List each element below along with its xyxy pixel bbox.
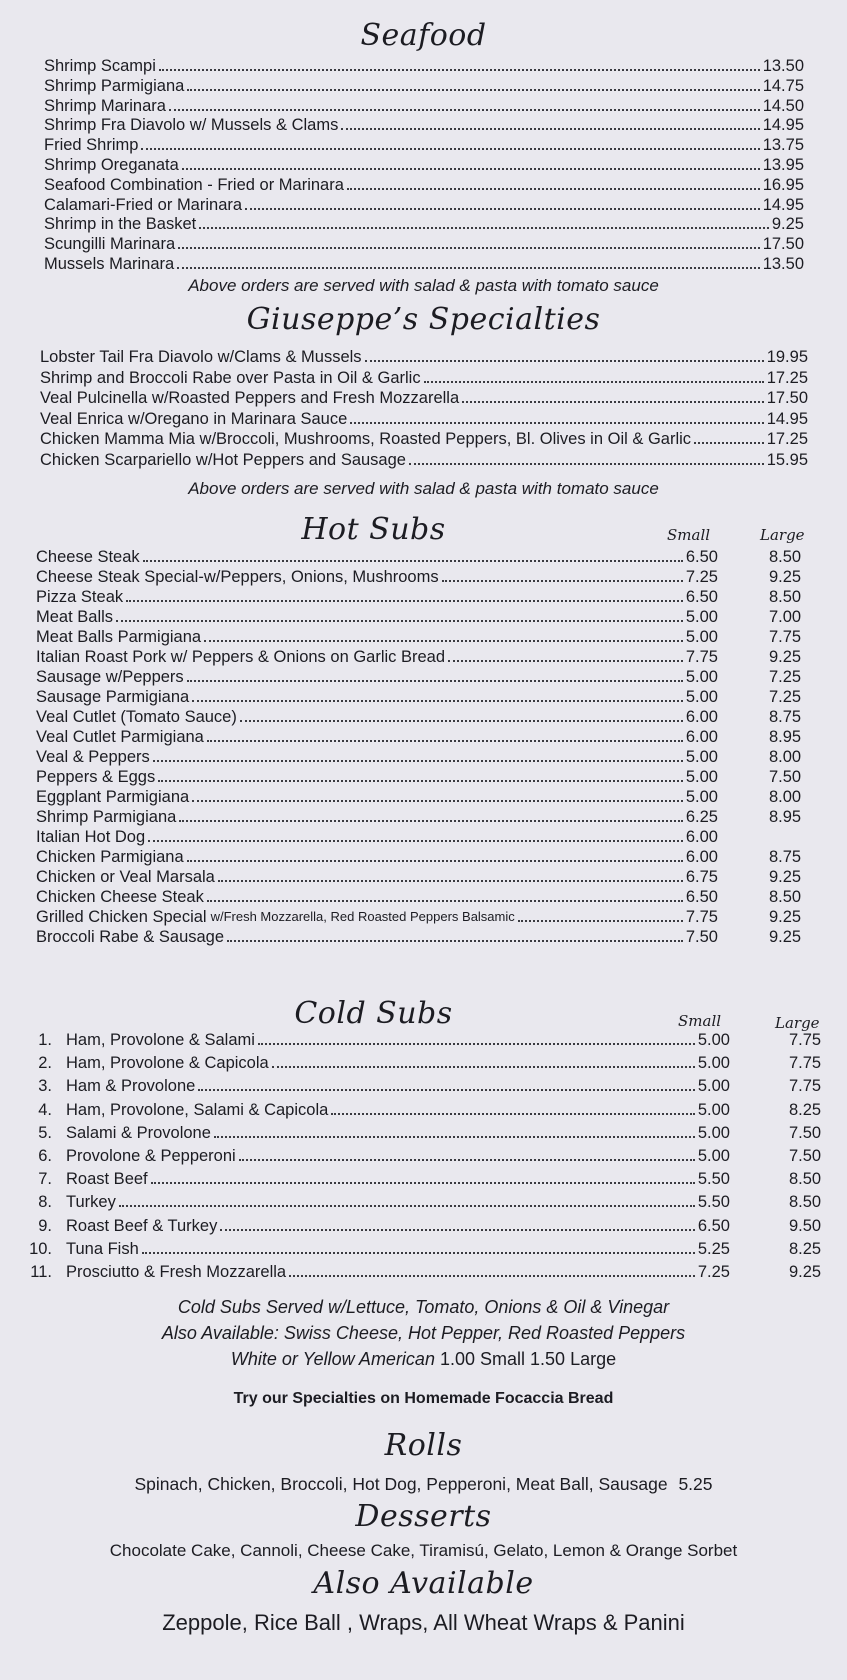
dot-leader xyxy=(158,780,683,782)
large-price: 9.25 xyxy=(768,648,802,666)
dot-leader xyxy=(341,128,759,130)
item-name: Broccoli Rabe & Sausage xyxy=(36,928,225,946)
sub-item-row xyxy=(36,627,802,647)
item-price: 17.25 xyxy=(766,430,808,449)
dot-leader xyxy=(218,880,683,882)
small-price: 5.00 xyxy=(697,1031,730,1049)
item-name: Shrimp Parmigiana xyxy=(36,808,177,826)
menu-item-row xyxy=(44,254,804,274)
cold-subs-large-header: Large xyxy=(775,1014,820,1032)
small-price: 5.00 xyxy=(685,628,718,646)
sub-item-row xyxy=(20,1192,822,1212)
menu-item-row xyxy=(44,214,804,234)
item-name: Veal Cutlet Parmigiana xyxy=(36,728,204,746)
dot-leader xyxy=(182,168,760,170)
small-price: 6.00 xyxy=(685,828,718,846)
desserts-text: Chocolate Cake, Cannoli, Cheese Cake, Tiramisú, Gelato, Lemon & Orange Sorbet xyxy=(109,1541,738,1560)
item-name: Fried Shrimp xyxy=(44,136,139,155)
large-price: 8.50 xyxy=(768,548,802,566)
item-number: 8. xyxy=(38,1193,52,1212)
item-name: Cheese Steak Special-w/Peppers, Onions, Mushrooms xyxy=(36,568,439,586)
small-price: 5.00 xyxy=(685,688,718,706)
item-name: Turkey xyxy=(66,1193,116,1212)
item-price: 13.75 xyxy=(762,136,804,155)
item-price: 14.50 xyxy=(762,96,804,115)
sub-item-row xyxy=(20,1216,822,1236)
item-name: Peppers & Eggs xyxy=(36,768,156,786)
large-price: 7.75 xyxy=(768,628,802,646)
seafood-title: Seafood xyxy=(360,18,487,53)
item-name: Shrimp Scampi xyxy=(44,57,156,75)
menu-item-row xyxy=(44,96,804,116)
item-price: 14.75 xyxy=(762,76,804,95)
large-price: 8.75 xyxy=(768,708,802,726)
large-price: 7.50 xyxy=(788,1123,822,1142)
item-name: Ham & Provolone xyxy=(66,1077,196,1096)
dot-leader xyxy=(214,1136,695,1138)
rolls-text: Spinach, Chicken, Broccoli, Hot Dog, Pepperoni, Meat Ball, Sausage xyxy=(134,1474,668,1494)
sub-item-row xyxy=(20,1030,822,1050)
hot-subs-large-header: Large xyxy=(760,526,805,544)
item-name: Meat Balls Parmigiana xyxy=(36,628,202,646)
item-name: Eggplant Parmigiana xyxy=(36,788,190,806)
dot-leader xyxy=(424,381,764,383)
item-name: Italian Hot Dog xyxy=(36,828,146,846)
dot-leader xyxy=(187,860,683,862)
dot-leader xyxy=(207,740,683,742)
dot-leader xyxy=(289,1275,695,1277)
item-price: 17.25 xyxy=(766,368,808,387)
item-name: Prosciutto & Fresh Mozzarella xyxy=(66,1263,287,1281)
item-name: Salami & Provolone xyxy=(66,1123,211,1142)
small-price: 5.50 xyxy=(697,1193,730,1212)
sub-item-row xyxy=(36,767,802,787)
item-number: 1. xyxy=(38,1031,52,1049)
item-name: Shrimp and Broccoli Rabe over Pasta in Oil & Garlic xyxy=(40,368,421,387)
dot-leader xyxy=(119,1205,695,1207)
dot-leader xyxy=(448,660,683,662)
item-name: Chicken Cheese Steak xyxy=(36,888,204,906)
desserts-title: Desserts xyxy=(355,1499,492,1534)
item-name: Ham, Provolone & Capicola xyxy=(66,1054,269,1073)
item-name: Shrimp Parmigiana xyxy=(44,76,185,95)
item-name: Mussels Marinara xyxy=(44,255,175,273)
item-price: 15.95 xyxy=(766,451,808,469)
large-price: 9.50 xyxy=(788,1216,822,1235)
dot-leader xyxy=(409,463,764,465)
dot-leader xyxy=(462,401,764,403)
item-name: Lobster Tail Fra Diavolo w/Clams & Mussels xyxy=(40,348,362,366)
cold-subs-title: Cold Subs xyxy=(294,996,453,1031)
small-price: 5.00 xyxy=(685,668,718,686)
menu-item-row xyxy=(40,429,808,449)
large-price: 8.25 xyxy=(788,1239,822,1258)
item-name: Veal Cutlet (Tomato Sauce) xyxy=(36,708,237,726)
sub-item-row xyxy=(20,1262,822,1282)
large-price: 8.50 xyxy=(768,888,802,906)
dot-leader xyxy=(126,600,683,602)
small-price: 5.00 xyxy=(685,788,718,806)
cold-subs-note-2: Also Available: Swiss Cheese, Hot Pepper, Red Roasted Peppers xyxy=(161,1323,686,1343)
menu-item-row xyxy=(40,409,808,429)
item-name: Sausage Parmigiana xyxy=(36,688,190,706)
menu-item-row xyxy=(44,195,804,215)
sub-item-row xyxy=(36,787,802,807)
menu-item-row xyxy=(40,450,808,470)
item-number: 4. xyxy=(38,1100,52,1119)
item-name: Calamari-Fried or Marinara xyxy=(44,195,243,214)
dot-leader xyxy=(187,89,759,91)
large-price: 7.50 xyxy=(788,1147,822,1165)
dot-leader xyxy=(518,920,683,922)
dot-leader xyxy=(245,208,760,210)
item-name: Shrimp in the Basket xyxy=(44,215,197,234)
sub-item-row xyxy=(20,1100,822,1120)
small-price: 5.00 xyxy=(697,1100,730,1119)
sub-item-row xyxy=(36,647,802,667)
small-price: 7.75 xyxy=(685,648,718,666)
small-price: 5.00 xyxy=(697,1147,730,1165)
large-price: 7.25 xyxy=(768,688,802,706)
dot-leader xyxy=(442,580,683,582)
item-name: Shrimp Fra Diavolo w/ Mussels & Clams xyxy=(44,116,339,135)
hot-subs-small-header: Small xyxy=(667,526,711,544)
sub-item-row xyxy=(20,1076,822,1096)
item-price: 13.50 xyxy=(762,255,804,273)
item-price: 17.50 xyxy=(762,235,804,254)
item-name: Roast Beef & Turkey xyxy=(66,1216,218,1235)
dot-leader xyxy=(192,800,683,802)
item-name: Ham, Provolone, Salami & Capicola xyxy=(66,1100,329,1119)
item-price: 13.95 xyxy=(762,156,804,174)
sub-item-row xyxy=(36,687,802,707)
item-number: 3. xyxy=(38,1077,52,1096)
rolls-line xyxy=(0,1474,847,1495)
large-price: 9.25 xyxy=(788,1263,822,1281)
sub-item-row xyxy=(36,607,802,627)
large-price: 9.25 xyxy=(768,928,802,946)
dot-leader xyxy=(227,940,683,942)
large-price: 7.75 xyxy=(788,1054,822,1073)
sub-item-row xyxy=(20,1169,822,1189)
dot-leader xyxy=(350,422,763,424)
item-name: Sausage w/Peppers xyxy=(36,668,184,686)
dot-leader xyxy=(192,700,683,702)
item-name: Pizza Steak xyxy=(36,588,124,606)
dot-leader xyxy=(143,560,683,562)
menu-item-row xyxy=(44,155,804,175)
item-number: 7. xyxy=(38,1170,52,1189)
rolls-price: 5.25 xyxy=(678,1474,713,1494)
item-name: Cheese Steak xyxy=(36,548,140,566)
item-name: Italian Roast Pork w/ Peppers & Onions on Garlic Bread xyxy=(36,648,446,666)
sub-item-row xyxy=(36,827,718,847)
large-price: 8.00 xyxy=(768,748,802,766)
sub-item-row xyxy=(36,567,802,587)
large-price: 8.50 xyxy=(768,588,802,606)
specialties-title: Giuseppe’s Specialties xyxy=(246,302,601,337)
small-price: 6.00 xyxy=(685,848,718,866)
focaccia-line: Try our Specialties on Homemade Focaccia Bread xyxy=(233,1390,614,1407)
item-name: Scungilli Marinara xyxy=(44,235,176,254)
sub-item-row xyxy=(36,547,802,567)
dot-leader xyxy=(148,840,683,842)
item-name: Shrimp Marinara xyxy=(44,96,166,115)
sub-item-row xyxy=(20,1053,822,1073)
dot-leader xyxy=(331,1113,695,1115)
item-name: Meat Balls xyxy=(36,608,114,626)
american-cheese-text: White or Yellow American xyxy=(230,1349,435,1369)
sub-item-row xyxy=(36,847,802,867)
item-price: 17.50 xyxy=(766,389,808,408)
small-price: 5.25 xyxy=(697,1239,730,1258)
item-price: 14.95 xyxy=(762,116,804,135)
dot-leader xyxy=(240,720,683,722)
dot-leader xyxy=(365,360,764,362)
item-name: Grilled Chicken Special xyxy=(36,908,207,926)
large-price: 7.25 xyxy=(768,668,802,686)
item-name: Ham, Provolone & Salami xyxy=(66,1031,255,1049)
sub-item-row xyxy=(36,867,802,887)
large-price: 7.00 xyxy=(768,608,802,626)
seafood-note: Above orders are served with salad & pasta with tomato sauce xyxy=(188,276,659,295)
american-cheese-price: 1.00 Small 1.50 Large xyxy=(439,1349,617,1369)
small-price: 5.00 xyxy=(685,608,718,626)
menu-item-row xyxy=(40,347,808,367)
item-number: 11. xyxy=(30,1263,52,1281)
large-price: 8.75 xyxy=(768,848,802,866)
dot-leader xyxy=(116,620,683,622)
large-price: 7.75 xyxy=(788,1031,822,1049)
dot-leader xyxy=(151,1182,695,1184)
small-price: 6.75 xyxy=(685,868,718,886)
item-price: 16.95 xyxy=(762,175,804,194)
small-price: 5.00 xyxy=(697,1077,730,1096)
sub-item-row xyxy=(20,1146,822,1166)
dot-leader xyxy=(153,760,683,762)
sub-item-row xyxy=(36,667,802,687)
item-price: 14.95 xyxy=(766,409,808,428)
dot-leader xyxy=(694,442,764,444)
item-name: Chicken Parmigiana xyxy=(36,848,184,866)
small-price: 5.00 xyxy=(697,1054,730,1073)
menu-item-row xyxy=(44,234,804,254)
small-price: 6.50 xyxy=(685,888,718,906)
dot-leader xyxy=(198,1089,695,1091)
menu-item-row xyxy=(44,175,804,195)
small-price: 5.00 xyxy=(685,748,718,766)
dot-leader xyxy=(159,69,760,71)
large-price: 8.95 xyxy=(768,728,802,746)
item-name: Veal & Peppers xyxy=(36,748,150,766)
menu-item-row xyxy=(44,135,804,155)
dot-leader xyxy=(178,247,760,249)
dot-leader xyxy=(169,109,760,111)
item-price: 13.50 xyxy=(762,57,804,75)
small-price: 6.50 xyxy=(685,548,718,566)
item-name: Seafood Combination - Fried or Marinara xyxy=(44,175,344,194)
small-price: 6.50 xyxy=(697,1216,730,1235)
rolls-title: Rolls xyxy=(384,1428,463,1463)
cold-subs-note-3 xyxy=(0,1349,847,1370)
item-name: Veal Enrica w/Oregano in Marinara Sauce xyxy=(40,409,348,428)
large-price: 8.25 xyxy=(788,1100,822,1119)
item-number: 9. xyxy=(38,1216,52,1235)
small-price: 6.00 xyxy=(685,728,718,746)
small-price: 5.50 xyxy=(697,1170,730,1189)
dot-leader xyxy=(239,1159,695,1161)
sub-item-row xyxy=(36,927,802,947)
item-name: Roast Beef xyxy=(66,1170,148,1189)
also-available-title: Also Available xyxy=(313,1566,534,1601)
small-price: 6.25 xyxy=(685,808,718,826)
sub-item-row xyxy=(36,747,802,767)
dot-leader xyxy=(141,148,759,150)
menu-item-row xyxy=(40,388,808,408)
dot-leader xyxy=(177,267,759,269)
sub-item-row xyxy=(36,727,802,747)
large-price: 7.50 xyxy=(768,768,802,786)
sub-item-row xyxy=(36,887,802,907)
item-name: Shrimp Oreganata xyxy=(44,156,179,174)
sub-item-row xyxy=(36,587,802,607)
sub-item-row xyxy=(20,1123,822,1143)
item-number: 2. xyxy=(38,1054,52,1073)
cold-subs-small-header: Small xyxy=(678,1012,722,1030)
dot-leader xyxy=(204,640,683,642)
small-price: 6.50 xyxy=(685,588,718,606)
dot-leader xyxy=(207,900,683,902)
item-name: Tuna Fish xyxy=(66,1239,139,1258)
item-name: Chicken or Veal Marsala xyxy=(36,868,215,886)
small-price: 7.75 xyxy=(685,908,718,926)
large-price: 7.75 xyxy=(788,1077,822,1096)
sub-item-row xyxy=(20,1239,822,1259)
large-price: 9.25 xyxy=(768,568,802,586)
menu-item-row xyxy=(40,368,808,388)
dot-leader xyxy=(187,680,683,682)
hot-subs-title: Hot Subs xyxy=(301,512,446,547)
small-price: 7.25 xyxy=(697,1263,730,1281)
item-number: 10. xyxy=(29,1239,52,1258)
menu-item-row xyxy=(44,76,804,96)
item-price: 9.25 xyxy=(771,215,804,234)
item-number: 5. xyxy=(38,1123,52,1142)
item-name: Chicken Scarpariello w/Hot Peppers and Sausage xyxy=(40,451,406,469)
dot-leader xyxy=(179,820,683,822)
small-price: 5.00 xyxy=(685,768,718,786)
small-price: 5.00 xyxy=(697,1123,730,1142)
item-price: 19.95 xyxy=(766,348,808,366)
also-available-text: Zeppole, Rice Ball , Wraps, All Wheat Wraps & Panini xyxy=(162,1610,685,1635)
cold-subs-note-1: Cold Subs Served w/Lettuce, Tomato, Onions & Oil & Vinegar xyxy=(177,1297,670,1317)
small-price: 6.00 xyxy=(685,708,718,726)
item-price: 14.95 xyxy=(762,195,804,214)
sub-item-row xyxy=(36,707,802,727)
dot-leader xyxy=(347,188,760,190)
item-name: Veal Pulcinella w/Roasted Peppers and Fresh Mozzarella xyxy=(40,389,460,408)
large-price: 8.00 xyxy=(768,788,802,806)
small-price: 7.50 xyxy=(685,928,718,946)
sub-item-row xyxy=(36,807,802,827)
dot-leader xyxy=(220,1229,695,1231)
dot-leader xyxy=(272,1066,695,1068)
dot-leader xyxy=(199,227,769,229)
dot-leader xyxy=(258,1043,695,1045)
large-price: 8.95 xyxy=(768,808,802,826)
large-price: 8.50 xyxy=(788,1170,822,1189)
item-number: 6. xyxy=(38,1147,52,1165)
item-name: Provolone & Pepperoni xyxy=(66,1147,236,1165)
menu-item-row xyxy=(44,56,804,76)
large-price: 8.50 xyxy=(788,1193,822,1212)
small-price: 7.25 xyxy=(685,568,718,586)
item-name: Chicken Mamma Mia w/Broccoli, Mushrooms, Roasted Peppers, Bl. Olives in Oil & Garlic xyxy=(40,430,692,449)
item-description: w/Fresh Mozzarella, Red Roasted Peppers Balsamic xyxy=(210,909,515,924)
large-price: 9.25 xyxy=(768,908,802,926)
dot-leader xyxy=(142,1252,695,1254)
menu-item-row xyxy=(44,115,804,135)
specialties-note: Above orders are served with salad & pasta with tomato sauce xyxy=(188,479,659,498)
large-price: 9.25 xyxy=(768,868,802,886)
sub-item-row xyxy=(36,907,802,927)
